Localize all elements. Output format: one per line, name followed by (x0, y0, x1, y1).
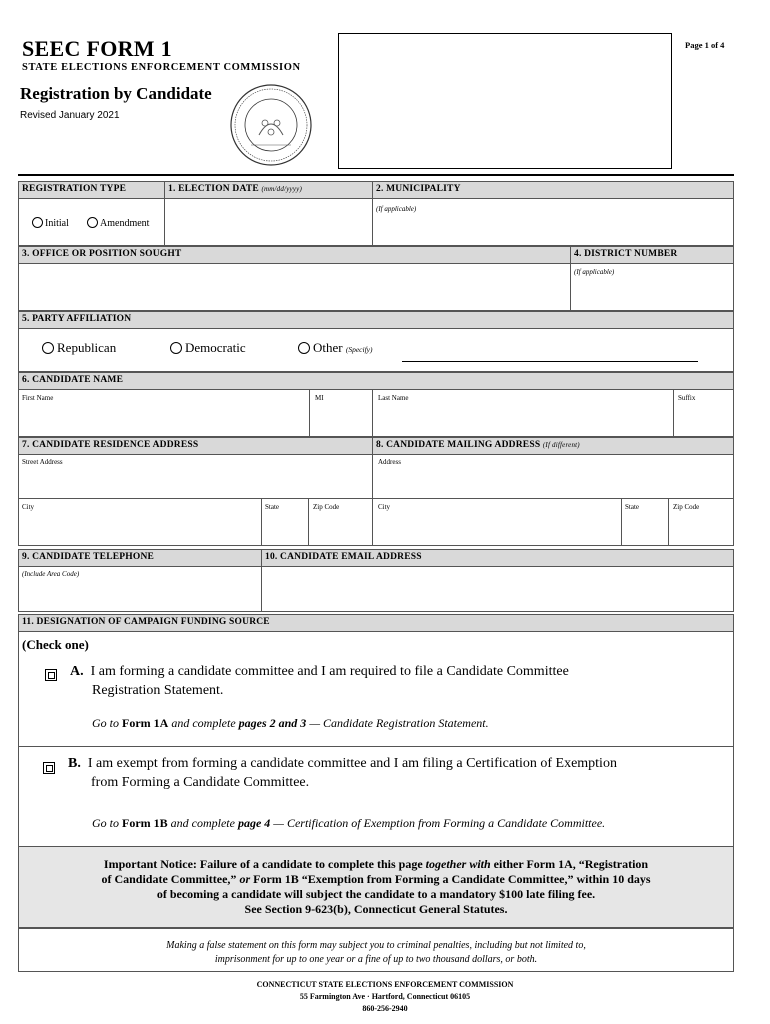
amendment-option[interactable]: Amendment (87, 217, 149, 229)
notice-line-2: of Candidate Committee,” or Form 1B “Exemption from Forming a Candidate Committee,” within 10 days (101, 872, 651, 886)
section-municipality: 2. MUNICIPALITY (372, 181, 734, 199)
warning-line-1: Making a false statement on this form may subject you to criminal penalties, including but not limited to, (166, 940, 586, 951)
mailing-city-label: City (378, 503, 391, 511)
municipality-field[interactable] (372, 198, 734, 246)
agency-name: STATE ELECTIONS ENFORCEMENT COMMISSION (22, 62, 301, 73)
false-statement-warning (18, 928, 734, 972)
mi-label: MI (315, 394, 324, 402)
office-use-stamp-box (338, 33, 672, 169)
office-field[interactable] (18, 263, 571, 311)
amendment-radio[interactable] (87, 217, 98, 228)
form-title: SEEC FORM 1 (22, 36, 172, 61)
important-notice (18, 846, 734, 928)
email-field[interactable] (261, 566, 734, 612)
democratic-radio[interactable] (170, 342, 182, 354)
option-a-text-line2: Registration Statement. (92, 683, 224, 698)
last-name-field[interactable] (372, 389, 674, 437)
section-telephone: 9. CANDIDATE TELEPHONE (18, 549, 262, 567)
street-address-label: Street Address (22, 458, 63, 466)
first-name-label: First Name (22, 394, 54, 402)
section-mailing: 8. CANDIDATE MAILING ADDRESS (If different) (372, 437, 734, 455)
option-b-text-line1: B. I am exempt from forming a candidate committee and I am filing a Certification of Exemption (68, 756, 617, 771)
section-registration-type: REGISTRATION TYPE (18, 181, 165, 199)
option-a-instructions: Go to Form 1A and complete pages 2 and 3 — Candidate Registration Statement. (92, 716, 489, 730)
residence-state-label: State (265, 503, 279, 511)
option-b-checkbox[interactable] (43, 762, 55, 774)
footer-agency: CONNECTICUT STATE ELECTIONS ENFORCEMENT COMMISSION (256, 980, 514, 989)
warning-line-2: imprisonment for up to one year or a fine of up to two thousand dollars, or both. (214, 954, 538, 965)
election-date-field[interactable] (164, 198, 373, 246)
address-label: Address (378, 458, 401, 466)
republican-option[interactable]: Republican (42, 340, 116, 356)
option-b-instructions: Go to Form 1B and complete page 4 — Certification of Exemption from Forming a Candidate Committee. (92, 816, 606, 830)
initial-option[interactable]: Initial (32, 217, 69, 229)
revision-date: Revised January 2021 (20, 110, 120, 121)
mailing-address-field[interactable] (372, 454, 734, 499)
option-b-text-line2: from Forming a Candidate Committee. (91, 775, 310, 790)
footer-address: 55 Farmington Ave · Hartford, Connecticut 06105 (299, 992, 471, 1001)
initial-radio[interactable] (32, 217, 43, 228)
mailing-state-label: State (625, 503, 639, 511)
check-one-label: (Check one) (22, 637, 89, 652)
party-cell (18, 328, 734, 372)
telephone-hint: (Include Area Code) (22, 570, 80, 578)
last-name-label: Last Name (378, 394, 409, 402)
other-option[interactable]: Other (Specify) (298, 340, 373, 356)
republican-radio[interactable] (42, 342, 54, 354)
mailing-zip-label: Zip Code (673, 503, 700, 511)
section-funding: 11. DESIGNATION OF CAMPAIGN FUNDING SOURCE (18, 614, 734, 632)
first-name-field[interactable] (18, 389, 310, 437)
page-number: Page 1 of 4 (685, 40, 725, 50)
other-specify-line[interactable] (402, 361, 698, 362)
residence-city-field[interactable] (18, 498, 262, 546)
other-radio[interactable] (298, 342, 310, 354)
notice-line-3: of becoming a candidate will subject the candidate to a mandatory $100 late filing fee. (156, 887, 596, 901)
section-election-date: 1. ELECTION DATE (mm/dd/yyyy) (164, 181, 373, 199)
suffix-label: Suffix (678, 394, 696, 402)
connecticut-state-seal-icon (229, 83, 313, 167)
democratic-option[interactable]: Democratic (170, 340, 246, 356)
residence-street-field[interactable] (18, 454, 373, 499)
municipality-hint: (If applicable) (376, 205, 417, 213)
notice-line-1: Important Notice: Failure of a candidate to complete this page together with either Form 1A, “Registration (103, 857, 649, 871)
footer-phone: 860-256-2940 (362, 1004, 408, 1013)
option-a-checkbox[interactable] (45, 669, 57, 681)
section-email: 10. CANDIDATE EMAIL ADDRESS (261, 549, 734, 567)
section-party: 5. PARTY AFFILIATION (18, 311, 734, 329)
section-district: 4. DISTRICT NUMBER (570, 246, 734, 264)
section-residence: 7. CANDIDATE RESIDENCE ADDRESS (18, 437, 373, 455)
section-office: 3. OFFICE OR POSITION SOUGHT (18, 246, 571, 264)
residence-zip-label: Zip Code (313, 503, 340, 511)
notice-line-4: See Section 9-623(b), Connecticut General Statutes. (244, 902, 508, 916)
mailing-city-field[interactable] (372, 498, 622, 546)
form-name: Registration by Candidate (20, 84, 212, 103)
residence-city-label: City (22, 503, 35, 511)
section-candidate-name: 6. CANDIDATE NAME (18, 372, 734, 390)
option-a-text-line1: A. I am forming a candidate committee and I am required to file a Candidate Committee (70, 664, 569, 679)
district-hint: (If applicable) (574, 268, 615, 276)
header-divider (18, 174, 734, 176)
